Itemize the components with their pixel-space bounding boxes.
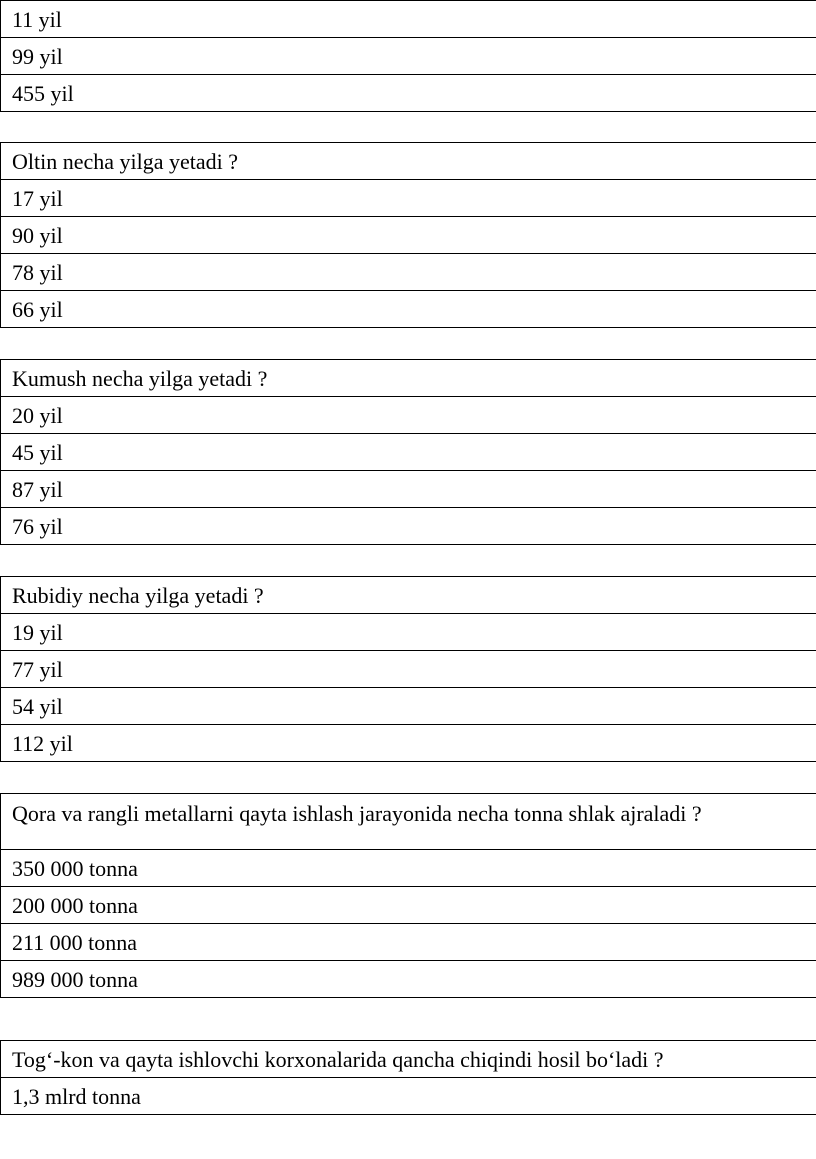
answer-option[interactable]: 76 yil [0, 507, 816, 545]
question-text: Oltin necha yilga yetadi ? [0, 142, 816, 180]
answer-option[interactable]: 1,3 mlrd tonna [0, 1077, 816, 1115]
answer-option[interactable]: 350 000 tonna [0, 849, 816, 887]
question-block-kumush [0, 359, 816, 545]
answer-option[interactable]: 77 yil [0, 650, 816, 688]
answer-option[interactable]: 20 yil [0, 396, 816, 434]
question-text: Qora va rangli metallarni qayta ishlash jarayonida necha tonna shlak ajraladi ? [0, 793, 816, 850]
answer-option[interactable]: 11 yil [0, 0, 816, 38]
question-block-shlak [0, 793, 816, 998]
question-block-chiqindi [0, 1040, 816, 1115]
answer-block-1 [0, 0, 816, 112]
answer-option[interactable]: 45 yil [0, 433, 816, 471]
answer-option[interactable]: 455 yil [0, 74, 816, 112]
answer-option[interactable]: 112 yil [0, 724, 816, 762]
answer-option[interactable]: 90 yil [0, 216, 816, 254]
answer-option[interactable]: 211 000 tonna [0, 923, 816, 961]
question-text: Rubidiy necha yilga yetadi ? [0, 576, 816, 614]
answer-option[interactable]: 78 yil [0, 253, 816, 291]
answer-option[interactable]: 19 yil [0, 613, 816, 651]
answer-option[interactable]: 54 yil [0, 687, 816, 725]
answer-option[interactable]: 17 yil [0, 179, 816, 217]
answer-option[interactable]: 200 000 tonna [0, 886, 816, 924]
question-text: Tog‘-kon va qayta ishlovchi korxonalarida qancha chiqindi hosil bo‘ladi ? [0, 1040, 816, 1078]
answer-option[interactable]: 99 yil [0, 37, 816, 75]
answer-option[interactable]: 989 000 tonna [0, 960, 816, 998]
answer-option[interactable]: 66 yil [0, 290, 816, 328]
question-block-rubidiy [0, 576, 816, 762]
question-text: Kumush necha yilga yetadi ? [0, 359, 816, 397]
question-block-oltin [0, 142, 816, 328]
answer-option[interactable]: 87 yil [0, 470, 816, 508]
